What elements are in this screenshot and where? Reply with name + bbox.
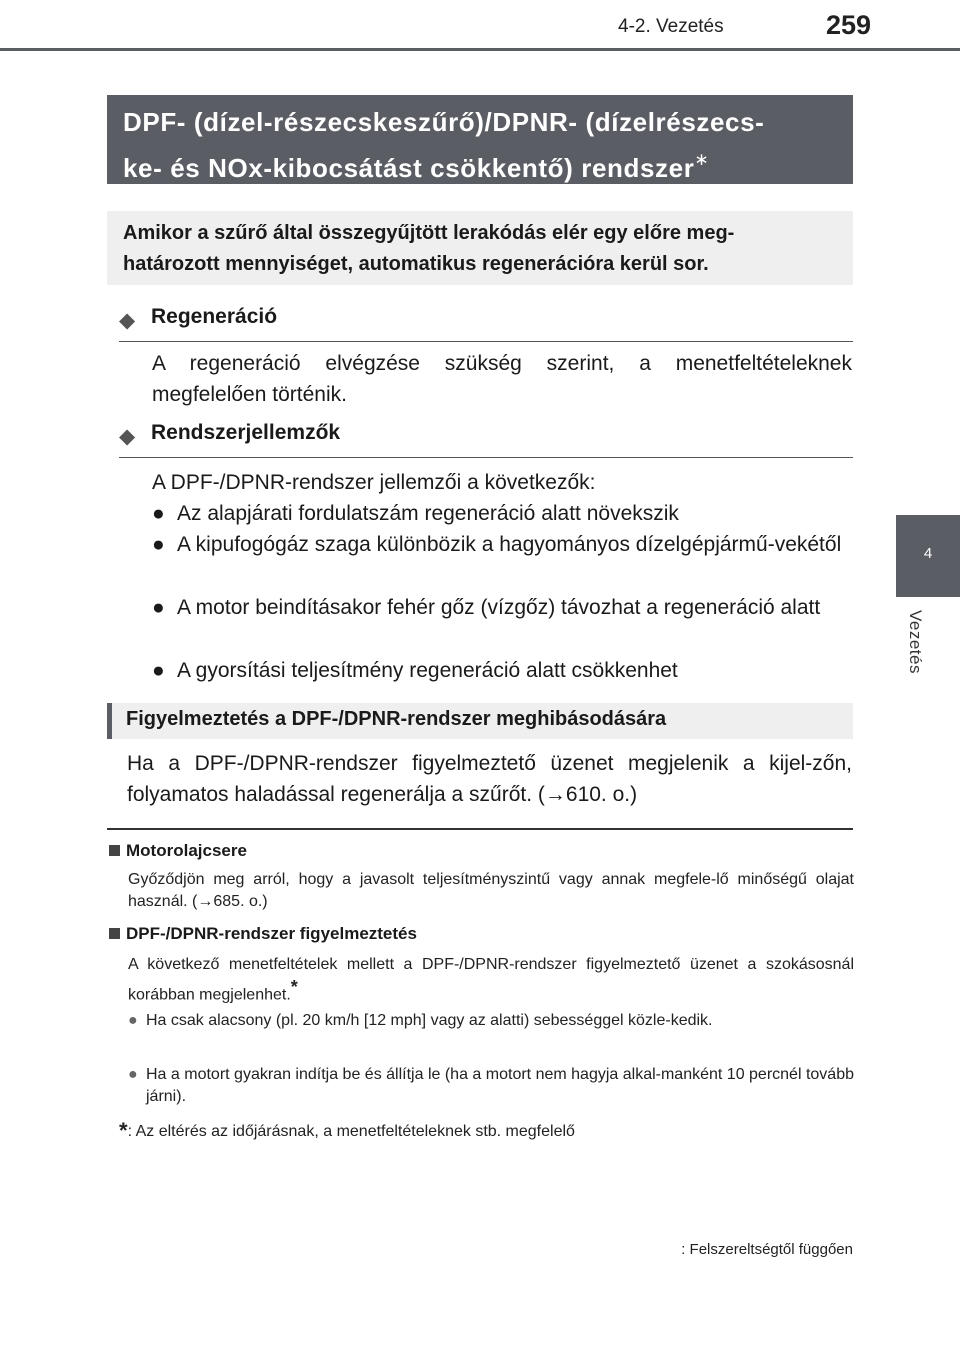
chapter-tab[interactable] [896,515,960,597]
footer-note: : Felszereltségtől függően [681,1241,853,1258]
diamond-icon: ◆ [119,425,136,448]
title-star: ∗ [694,150,710,169]
warning-text: Ha a DPF-/DPNR-rendszer figyelmeztető üzenet megjelenik a kijel-zőn, folyamatos haladással regenerálja a szűrőt. (→610. o.) [127,752,852,806]
intro-line-1: Amikor a szűrő által összegyűjtött lerakódás elér egy előre meg- [123,222,735,244]
note-star: * [290,977,298,997]
regeneration-text: A regeneráció elvégzése szükség szerint, a menetfeltételeknek megfelelően történik. [152,352,852,406]
footnote [119,1118,575,1144]
list-item-text: A gyorsítási teljesítmény regeneráció alatt csökkenhet [177,659,678,682]
footnote-text: : Az eltérés az időjárásnak, a menetfeltételeknek stb. megfelelő [127,1123,575,1140]
bullet-icon: ● [128,1066,138,1083]
list-item-text: Ha csak alacsony (pl. 20 km/h [12 mph] vagy az alatti) sebességgel közle-kedik. [146,1012,713,1029]
bullet-icon: ● [152,502,165,525]
list-item-text: A kipufogógáz szaga különbözik a hagyományos dízelgépjármű-vekétől [177,533,842,556]
note-heading-dpf-warning-text: DPF-/DPNR-rendszer figyelmeztetés [126,924,417,943]
title-line-2 [123,141,837,187]
note-dpf-warning-text-body: A következő menetfeltételek mellett a DPF-/DPNR-rendszer figyelmeztető üzenet a szokásosnál korábban megjelenhet. [128,956,854,1004]
features-intro: A DPF-/DPNR-rendszer jellemzői a következők: [152,471,596,494]
list-item-text: A motor beindításakor fehér gőz (vízgőz) távozhat a regeneráció alatt [177,596,821,619]
features-heading-text: Rendszerjellemzők [151,421,341,444]
warning-heading [107,703,853,739]
features-heading [119,419,853,458]
note-heading-dpf-warning [109,924,417,944]
divider [107,828,853,830]
note-heading-oil [109,841,247,861]
chapter-number: 4 [923,545,933,562]
bullet-icon: ● [152,533,165,556]
bullet-icon: ● [128,1012,138,1029]
diamond-icon: ◆ [119,309,136,332]
page-number: 259 [826,10,872,40]
square-bullet-icon [109,845,120,856]
list-item-text: Ha a motort gyakran indítja be és állítja le (ha a motort nem hagyja alkal-manként 10 percnél tovább járni). [146,1066,854,1105]
title-box [107,95,853,184]
bullet-icon: ● [152,596,165,619]
intro-box [107,211,853,285]
regeneration-heading-text: Regeneráció [151,305,278,328]
footnote-star: * [119,1118,128,1143]
note-heading-oil-text: Motorolajcsere [126,841,247,860]
note-oil-text: Győződjön meg arról, hogy a javasolt teljesítményszintű vagy annak megfele-lő minőségű olajat használ. (→685. o.) [128,871,854,910]
intro-line-2: határozott mennyiséget, automatikus regenerációra kerül sor. [123,253,709,275]
bullet-icon: ● [152,659,165,682]
note-dpf-warning-text [128,954,854,1006]
title-line-1: DPF- (dízel-részecskeszűrő)/DPNR- (dízelrészecs- [123,107,765,137]
section-title: 4-2. Vezetés [618,16,724,37]
list-item-text: Az alapjárati fordulatszám regeneráció alatt növekszik [177,502,679,525]
warning-heading-text: Figyelmeztetés a DPF-/DPNR-rendszer meghibásodására [126,708,667,730]
header-rule [0,48,960,51]
square-bullet-icon [109,928,120,939]
chapter-label: Vezetés [906,610,925,674]
regeneration-heading [119,303,853,342]
title-line-2-text: ke- és NOx-kibocsátást csökkentő) rendszer [123,153,695,183]
